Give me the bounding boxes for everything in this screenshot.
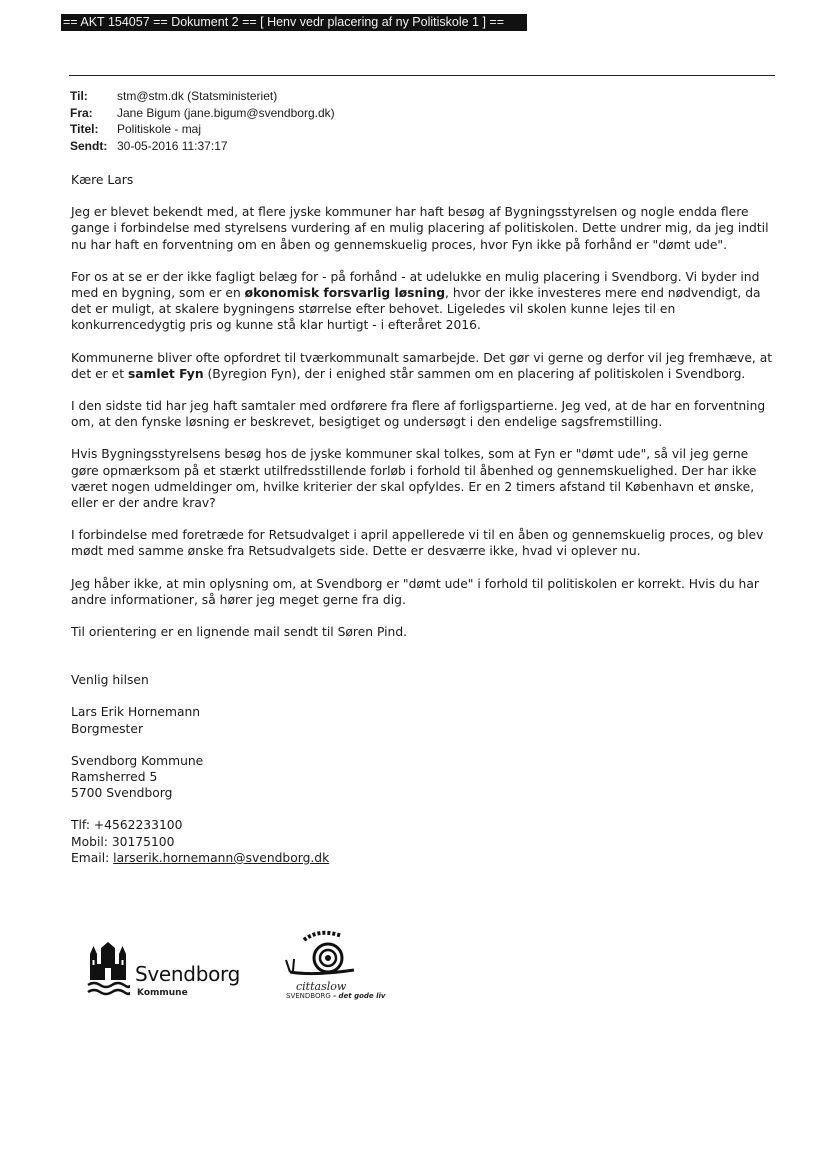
phone: +4562233100 [93,818,183,833]
text: , hvor der ikke investeres mere end nødvendigt, da det er muligt, at skalere bygningens størrelse efter behovet. Ligeledes vil skolen kunne lejes til en konkurrencedygtig pris og kunne stå klar hurtigt - i efteråret 2016. [71,286,761,333]
paragraph: Jeg håber ikke, at min oplysning om, at Svendborg er "dømt ude" i forhold til politiskolen er korrekt. Hvis du har andre informationer, så hører jeg meget gerne fra dig. [71,576,759,607]
text: For os at se er der ikke fagligt belæg for - på forhånd - at udelukke en mulig placering i Svendborg. Vi byder ind med en bygning, som er en [71,269,760,301]
org-name: Svendborg Kommune [71,753,204,768]
email-label: Email: [71,850,114,865]
title-label: Titel: [70,122,99,136]
cittaslow-text: cittaslow [296,980,347,993]
paragraph [71,269,776,334]
bold-text: samlet Fyn [127,366,204,381]
tagline: - det gode liv [330,992,386,1000]
signer-name: Lars Erik Hornemann [71,705,201,720]
snail-icon [284,928,374,980]
document-banner: == AKT 154057 == Dokument 2 == [ Henv vedr placering af ny Politiskole 1 ] == [61,14,527,31]
mobile-label: Mobil: [71,834,112,849]
street: Ramsherred 5 [71,770,158,785]
signer-role: Borgmester [71,721,143,736]
header-to [70,88,335,105]
paragraph: I den sidste tid har jeg haft samtaler med ordførere fra flere af forligspartierne. Jeg ved, at de har en forventning om, at den fynske løsning er beskrevet, besigtiget og undersøgt i den endelige sagsfremstilling. [71,399,766,430]
sent-value: 30-05-2016 11:37:17 [117,138,228,153]
paragraph: I forbindelse med foretræde for Retsudvalget i april appellerede vi til en åben og gennemskuelig proces, og blev mødt med samme ønske fra Retsudvalgets side. Dette er desværre ikke, hvad vi oplever nu. [71,528,764,559]
cittaslow-subtitle [286,992,385,1000]
title-value: Politiskole - maj [117,122,202,136]
city: 5700 Svendborg [71,786,173,801]
paragraph: Jeg er blevet bekendt med, at flere jyske kommuner har haft besøg af Bygningsstyrelsen og nogle endda flere gange i forbindelse med styrelsens vurdering af en mulig placering af politiskolen. Dette undrer mig, da jeg indtil nu har haft en forventning om en åben og gennemskuelig proces, hvor Fyn ikke på forhånd er "dømt ude". [71,205,769,252]
logo-name: Svendborg [135,962,241,986]
header-title [70,121,335,138]
cittaslow-logo [280,928,400,1008]
paragraph [71,350,776,382]
text: Kommunerne bliver ofte opfordret til tværkommunalt samarbejde. Det gør vi gerne og derfor vil jeg fremhæve, at det er et [71,350,773,381]
phone-label: Tlf: [71,818,94,833]
paragraph: Hvis Bygningsstyrelsens besøg hos de jyske kommuner skal tolkes, som at Fyn er "dømt ude", så vil jeg gerne gøre opmærksom på et stærkt utilfredsstillende forløb i forhold til åbenhed og gennemskuelighed. Der har ikke været nogen udmeldinger om, hvilke kriterier der skal opfyldes. Er en 2 timers afstand til København et ønske, eller er der andre krav? [71,447,757,511]
email-body [71,172,776,882]
contact [71,817,776,866]
from-value: Jane Bigum (jane.bigum@svendborg.dk) [117,105,335,120]
castle-crest-icon [86,942,130,1002]
greeting: Kære Lars [71,173,134,187]
email-link[interactable]: larserik.hornemann@svendborg.dk [113,850,330,865]
from-label: Fra: [70,105,93,120]
text: (Byregion Fyn), der i enighed står sammen om en placering af politiskolen i Svendborg. [203,366,746,381]
header-sent [70,138,335,155]
header-from [70,105,335,122]
town-name: SVENDBORG [286,992,331,1000]
email-headers [70,88,335,154]
logo-subtitle: Kommune [137,988,188,998]
address [71,753,776,802]
mobile: 30175100 [111,834,175,849]
to-label: Til: [70,89,88,103]
signer [71,704,776,736]
closing: Venlig hilsen [71,673,149,688]
bold-text: økonomisk forsvarlig løsning [244,286,446,301]
sent-label: Sendt: [70,138,108,153]
header-divider [69,75,775,76]
paragraph: Til orientering er en lignende mail sendt til Søren Pind. [71,625,408,640]
svendborg-kommune-logo [86,942,241,1004]
to-value: stm@stm.dk (Statsministeriet) [117,89,278,103]
